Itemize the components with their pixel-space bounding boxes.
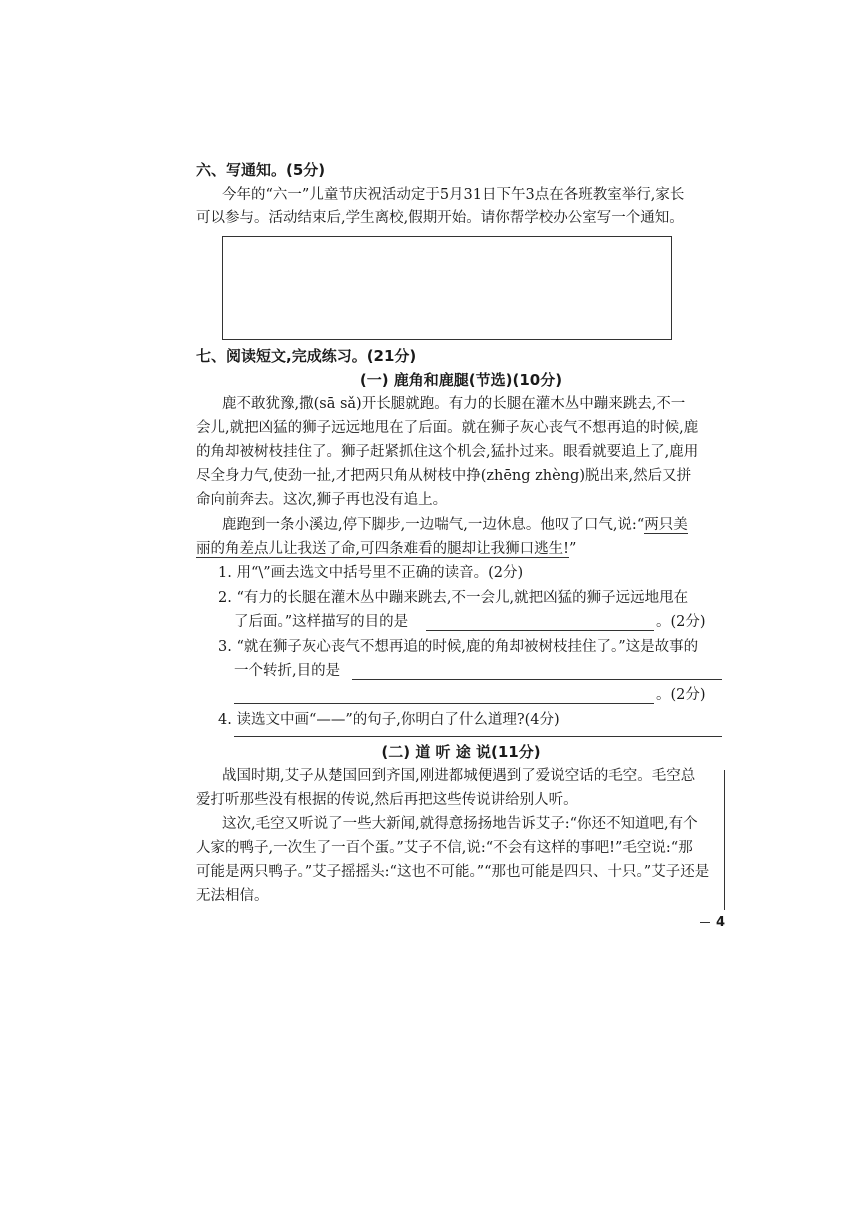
part1-para2-line2 <box>196 539 736 559</box>
question-3-score: 。(2分) <box>656 687 706 703</box>
question-2-line2: 了后面。”这样描写的目的是 <box>234 614 409 630</box>
question-2-line1: 2. “有力的长腿在灌木丛中蹦来跳去,不一会儿,就把凶猛的狮子远远地甩在 <box>218 590 689 606</box>
part1-line-5: 命向前奔去。这次,狮子再也没有追上。 <box>196 492 448 508</box>
answer-blank-q2[interactable] <box>426 630 654 631</box>
page-number <box>700 915 725 930</box>
question-1: 1. 用“\”画去选文中括号里不正确的读音。(2分) <box>218 565 524 581</box>
answer-blank-q3-a[interactable] <box>352 679 722 680</box>
part2-line-5: 可能是两只鸭子。”艾子摇摇头:“这也不可能。”“那也可能是四只、十只。”艾子还是 <box>196 864 710 880</box>
part2-line-4: 人家的鸭子,一次生了一百个蛋。”艾子不信,说:“不会有这样的事吧!”毛空说:“那 <box>196 840 693 856</box>
part2-line-6: 无法相信。 <box>196 888 269 904</box>
section6-para2: 可以参与。活动结束后,学生离校,假期开始。请你帮学校办公室写一个通知。 <box>196 210 684 226</box>
part2-line-2: 爱打听那些没有根据的传说,然后再把这些传说讲给别人听。 <box>196 792 578 808</box>
question-3-line1: 3. “就在狮子灰心丧气不想再追的时候,鹿的角却被树枝挂住了。”这是故事的 <box>218 639 699 655</box>
part2-line-1: 战国时期,艾子从楚国回到齐国,刚进都城便遇到了爱说空话的毛空。毛空总 <box>222 768 696 784</box>
part2-title: (二) 道 听 途 说(11分) <box>381 743 541 761</box>
question-2-score: 。(2分) <box>656 614 706 630</box>
section6-para1: 今年的“六一”儿童节庆祝活动定于5月31日下午3点在各班教室举行,家长 <box>222 187 685 203</box>
part1-line-3: 的角却被树枝挂住了。狮子赶紧抓住这个机会,猛扑过来。眼看就要追上了,鹿用 <box>196 444 699 460</box>
section7-title: 七、阅读短文,完成练习。(21分) <box>196 347 417 365</box>
underlined-sentence-end: 丽的角差点儿让我送了命,可四条难看的腿却让我狮口逃生! <box>196 541 569 557</box>
notice-writing-box[interactable] <box>222 236 672 340</box>
part1-line-4: 尽全身力气,使劲一扯,才把两只角从树枝中挣(zhēng zhèng)脱出来,然后又拼 <box>196 468 692 484</box>
part2-line-3: 这次,毛空又听说了一些大新闻,就得意扬扬地告诉艾子:“你还不知道吧,有个 <box>222 816 698 832</box>
part1-line-2: 会儿,就把凶猛的狮子远远地甩在了后面。就在狮子灰心丧气不想再追的时候,鹿 <box>196 420 699 436</box>
part1-para2-text-a: 鹿跑到一条小溪边,停下脚步,一边喘气,一边休息。他叹了口气,说:“ <box>222 517 645 533</box>
page-number-value: 4 <box>716 915 726 930</box>
page-number-dash <box>700 922 710 923</box>
section6-title: 六、写通知。(5分) <box>196 161 326 179</box>
part1-line-1: 鹿不敢犹豫,撒(sā sǎ)开长腿就跑。有力的长腿在灌木丛中蹦来跳去,不一 <box>222 396 686 412</box>
part1-para2-line1 <box>222 515 762 535</box>
closing-quote: ” <box>568 541 577 557</box>
margin-rule <box>724 770 725 910</box>
answer-blank-q4[interactable] <box>234 736 722 737</box>
part1-title: (一) 鹿角和鹿腿(节选)(10分) <box>359 371 563 389</box>
underlined-sentence-start: 两只美 <box>644 517 688 533</box>
question-3-line2: 一个转折,目的是 <box>234 663 341 679</box>
question-4: 4. 读选文中画“——”的句子,你明白了什么道理?(4分) <box>218 712 560 728</box>
answer-blank-q3-b[interactable] <box>234 703 654 704</box>
